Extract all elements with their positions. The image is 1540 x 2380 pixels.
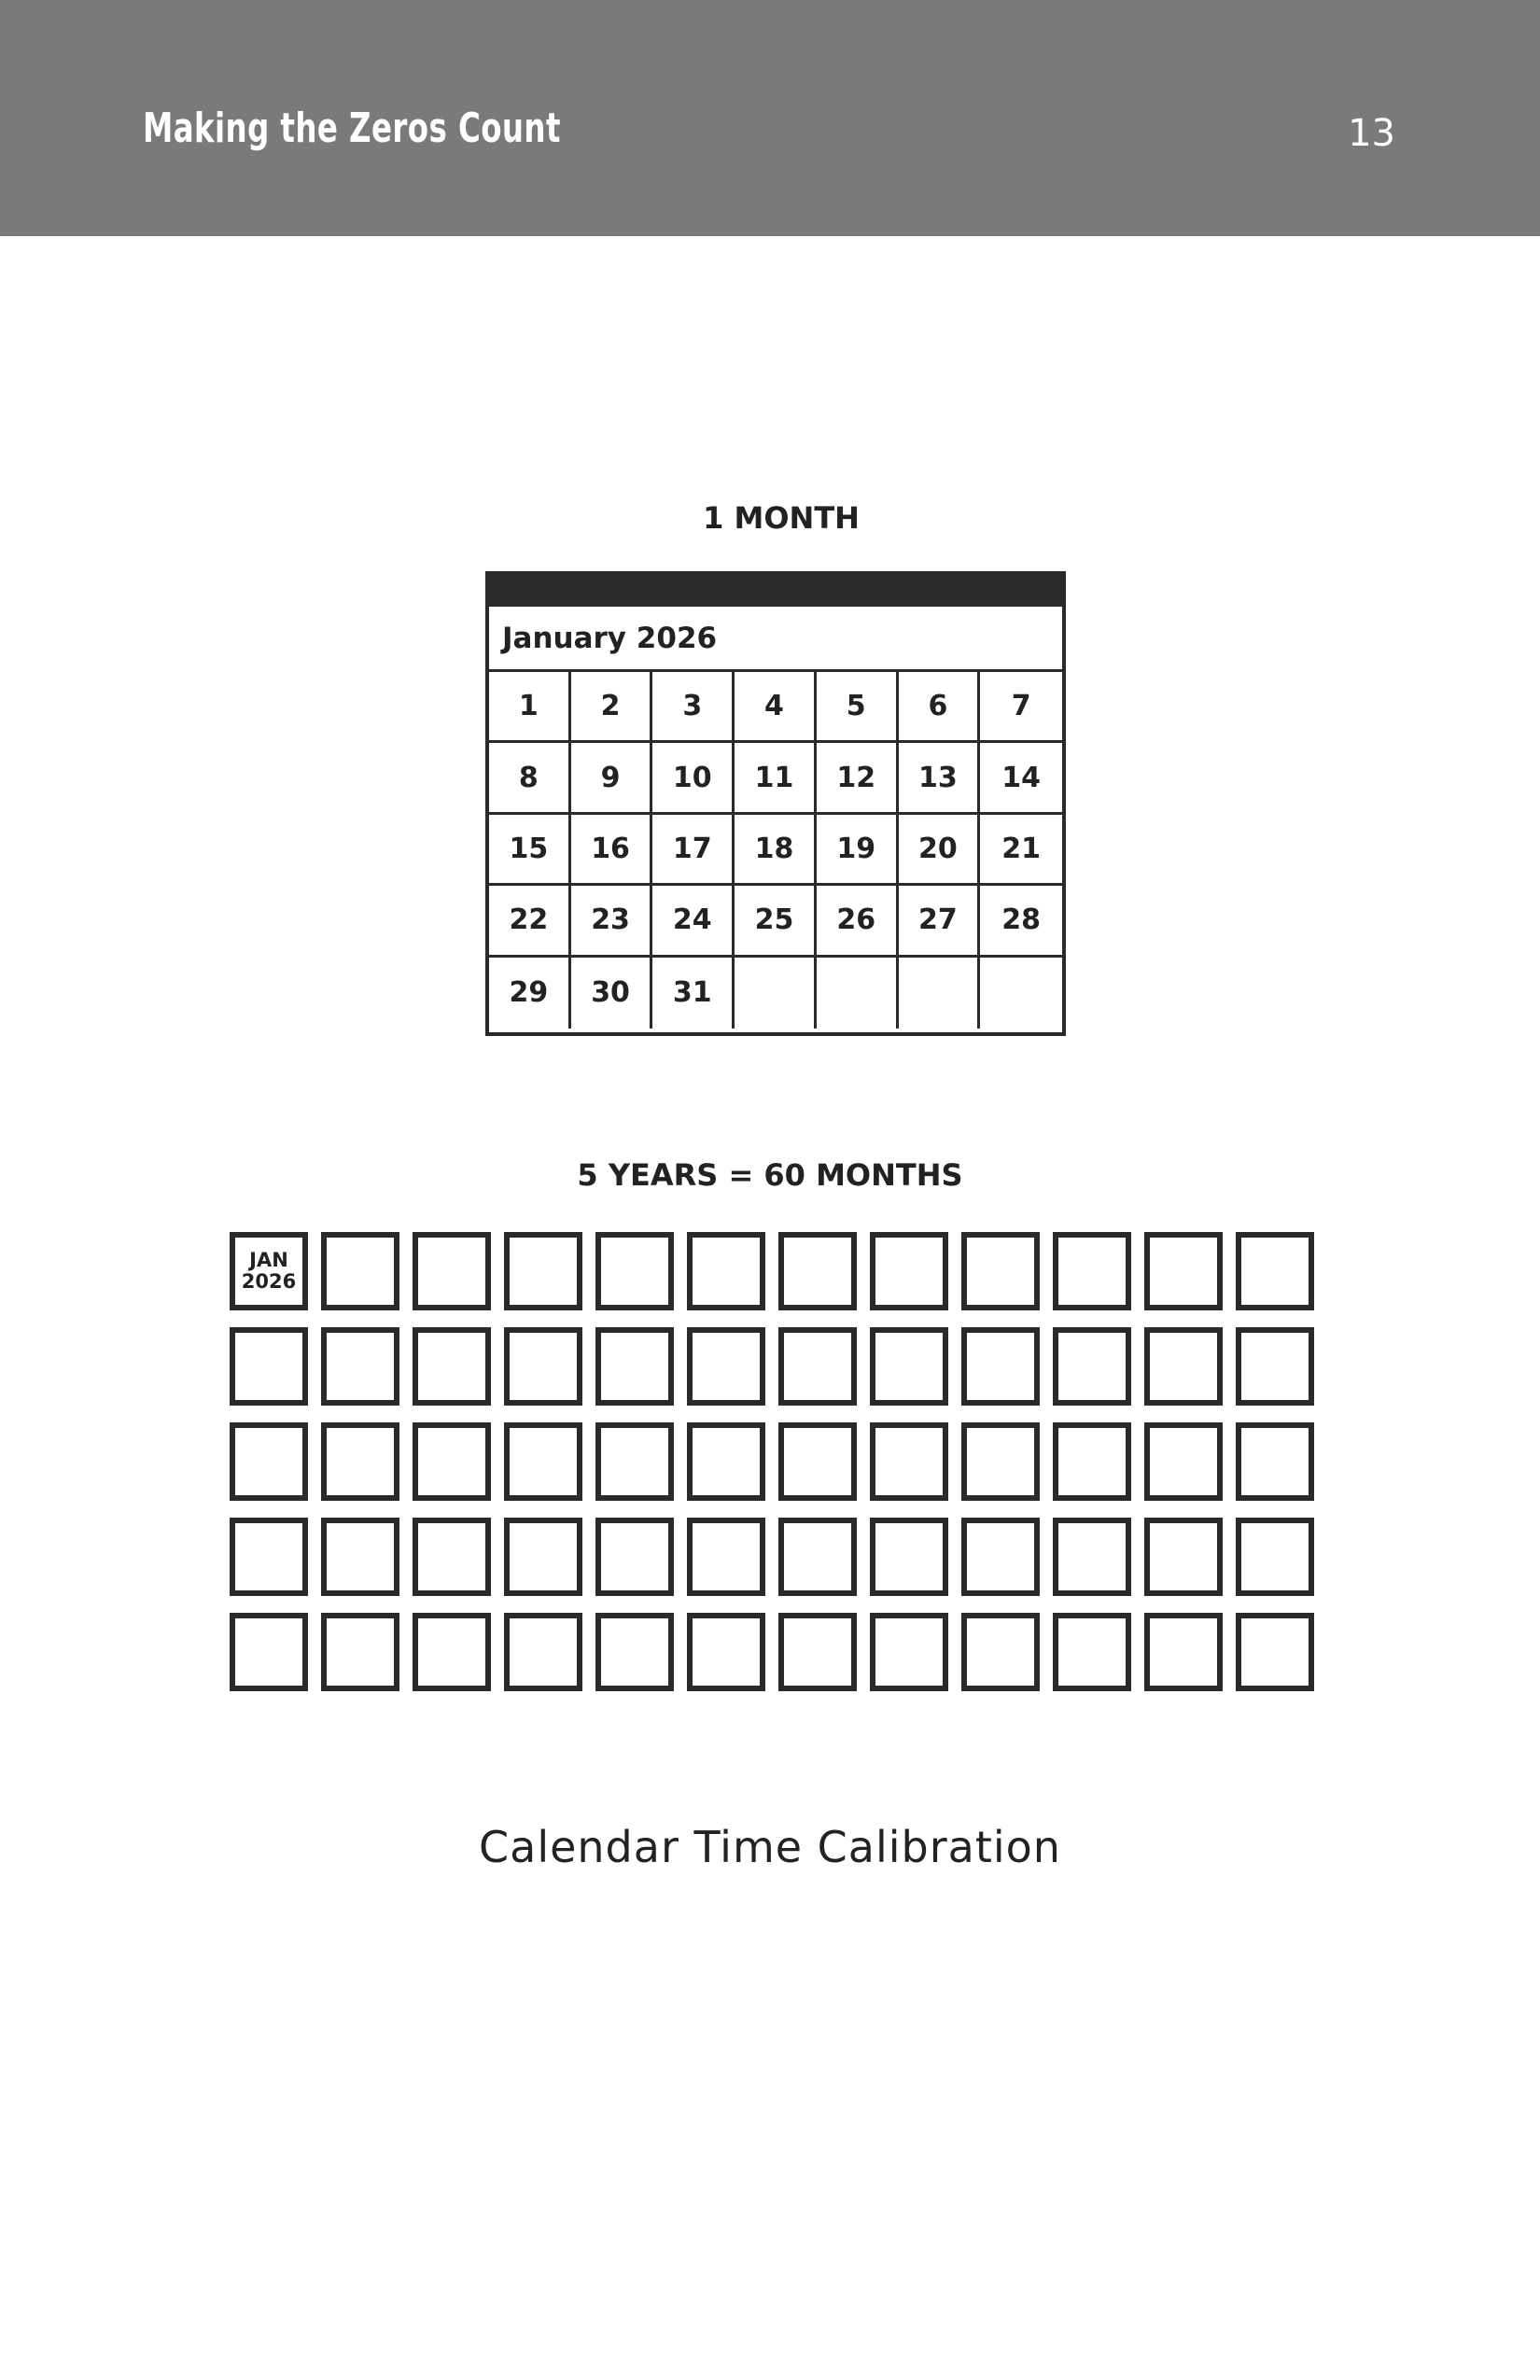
month-box xyxy=(595,1613,674,1691)
month-box xyxy=(778,1613,857,1691)
calendar-day-cell: 25 xyxy=(735,886,817,957)
calendar-day-cell: 10 xyxy=(652,743,735,814)
month-box xyxy=(870,1518,948,1596)
page-header xyxy=(0,0,1540,236)
calendar-day-cell: 22 xyxy=(489,886,571,957)
calendar-day-cell: 12 xyxy=(817,743,899,814)
calendar-day-cell: 31 xyxy=(652,958,735,1029)
month-box xyxy=(504,1613,582,1691)
calendar-day-cell: 6 xyxy=(899,672,981,743)
five-years-title: 5 YEARS = 60 MONTHS xyxy=(577,1157,963,1193)
month-box xyxy=(1236,1422,1314,1501)
month-box xyxy=(1053,1518,1131,1596)
month-box xyxy=(1053,1327,1131,1406)
month-box xyxy=(961,1518,1040,1596)
calendar-day-cell: 8 xyxy=(489,743,571,814)
month-box xyxy=(230,1613,308,1691)
running-header-title: Making the Zeros Count xyxy=(143,105,561,152)
month-calendar xyxy=(485,571,1066,1036)
month-box-first xyxy=(230,1232,308,1310)
first-box-month: JAN xyxy=(249,1248,288,1271)
month-box xyxy=(961,1613,1040,1691)
month-box xyxy=(1053,1422,1131,1501)
month-box xyxy=(778,1518,857,1596)
month-box xyxy=(1053,1232,1131,1310)
calendar-day-cell: 26 xyxy=(817,886,899,957)
calendar-day-cell: 3 xyxy=(652,672,735,743)
calendar-day-cell: 4 xyxy=(735,672,817,743)
month-box xyxy=(595,1327,674,1406)
month-box xyxy=(1144,1422,1223,1501)
calendar-day-cell: 17 xyxy=(652,815,735,886)
month-box xyxy=(504,1232,582,1310)
calendar-day-cell: 24 xyxy=(652,886,735,957)
month-box xyxy=(413,1518,491,1596)
month-box xyxy=(504,1518,582,1596)
calendar-day-cell: 15 xyxy=(489,815,571,886)
month-box xyxy=(1236,1232,1314,1310)
calendar-day-cell: 16 xyxy=(571,815,653,886)
month-box xyxy=(1144,1613,1223,1691)
month-box xyxy=(321,1232,399,1310)
month-box xyxy=(778,1327,857,1406)
calendar-day-cell: 9 xyxy=(571,743,653,814)
month-box xyxy=(870,1232,948,1310)
month-box xyxy=(230,1327,308,1406)
calendar-day-cell: 2 xyxy=(571,672,653,743)
calendar-day-cell: 28 xyxy=(980,886,1062,957)
month-box xyxy=(230,1518,308,1596)
month-box xyxy=(413,1327,491,1406)
month-box xyxy=(413,1232,491,1310)
calendar-day-cell: 20 xyxy=(899,815,981,886)
month-box xyxy=(870,1422,948,1501)
month-box xyxy=(321,1327,399,1406)
month-box xyxy=(1236,1518,1314,1596)
calendar-day-cell: 27 xyxy=(899,886,981,957)
month-box xyxy=(1236,1613,1314,1691)
month-box xyxy=(1236,1327,1314,1406)
month-box xyxy=(870,1613,948,1691)
calendar-day-cell: 21 xyxy=(980,815,1062,886)
month-box xyxy=(778,1422,857,1501)
month-box xyxy=(413,1422,491,1501)
month-box xyxy=(595,1518,674,1596)
calendar-day-cell: 13 xyxy=(899,743,981,814)
month-box xyxy=(230,1422,308,1501)
calendar-day-cell xyxy=(899,958,981,1029)
calendar-day-cell: 14 xyxy=(980,743,1062,814)
calendar-day-cell: 1 xyxy=(489,672,571,743)
calendar-day-cell: 23 xyxy=(571,886,653,957)
calendar-day-cell: 7 xyxy=(980,672,1062,743)
month-box xyxy=(961,1422,1040,1501)
calendar-day-cell: 11 xyxy=(735,743,817,814)
page-number: 13 xyxy=(1348,112,1395,155)
month-box xyxy=(1144,1518,1223,1596)
month-box xyxy=(778,1232,857,1310)
calendar-day-cell: 19 xyxy=(817,815,899,886)
month-box xyxy=(321,1613,399,1691)
month-box xyxy=(1144,1327,1223,1406)
calendar-day-cell xyxy=(980,958,1062,1029)
month-box xyxy=(1144,1232,1223,1310)
month-box xyxy=(687,1518,765,1596)
month-box xyxy=(321,1518,399,1596)
calendar-day-cell xyxy=(735,958,817,1029)
calendar-day-cell xyxy=(817,958,899,1029)
calendar-day-cell: 5 xyxy=(817,672,899,743)
month-box xyxy=(961,1327,1040,1406)
month-box xyxy=(961,1232,1040,1310)
month-box xyxy=(413,1613,491,1691)
month-box xyxy=(687,1613,765,1691)
month-box xyxy=(321,1422,399,1501)
month-box xyxy=(504,1327,582,1406)
month-box xyxy=(687,1327,765,1406)
calendar-day-grid xyxy=(489,672,1062,1029)
calendar-top-bar xyxy=(489,575,1062,607)
one-month-title: 1 MONTH xyxy=(703,500,860,536)
month-box xyxy=(504,1422,582,1501)
month-box xyxy=(595,1422,674,1501)
month-box xyxy=(687,1232,765,1310)
calendar-day-cell: 18 xyxy=(735,815,817,886)
calendar-day-cell: 29 xyxy=(489,958,571,1029)
month-box xyxy=(687,1422,765,1501)
sixty-months-grid xyxy=(230,1232,1314,1691)
calendar-month-label: January 2026 xyxy=(489,607,1062,672)
month-box xyxy=(1053,1613,1131,1691)
month-box xyxy=(870,1327,948,1406)
figure-caption: Calendar Time Calibration xyxy=(479,1822,1061,1872)
first-box-year: 2026 xyxy=(241,1270,297,1293)
month-box xyxy=(595,1232,674,1310)
calendar-day-cell: 30 xyxy=(571,958,653,1029)
